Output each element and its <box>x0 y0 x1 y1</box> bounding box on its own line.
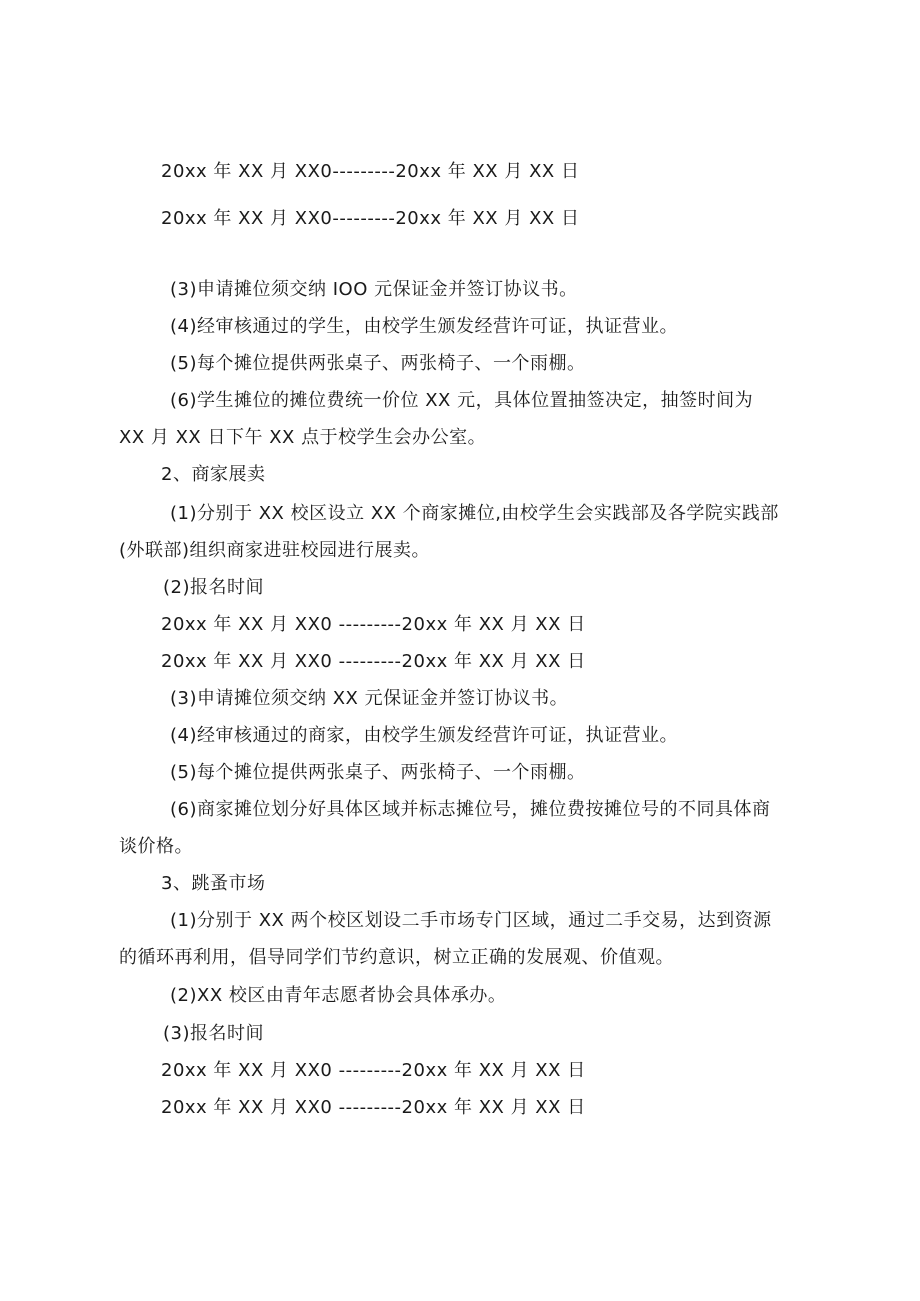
item-license-student: (4)经审核通过的学生，由校学生颁发经营许可证，执证营业。 <box>170 316 678 337</box>
item-equipment-merchant: (5)每个摊位提供两张桌子、两张椅子、一个雨棚。 <box>170 762 586 783</box>
date-range-line: 20xx 年 XX 月 XX0 ---------20xx 年 XX 月 XX 日 <box>161 651 586 672</box>
section-heading-merchant: 2、商家展卖 <box>161 464 266 485</box>
item-flea-zones-cont: 的循环再利用，倡导同学们节约意识，树立正确的发展观、价值观。 <box>119 947 674 968</box>
date-range-line: 20xx 年 XX 月 XX0 ---------20xx 年 XX 月 XX 日 <box>161 1097 586 1118</box>
item-fee-student-cont: XX 月 XX 日下午 XX 点于校学生会办公室。 <box>119 427 487 448</box>
item-flea-organizer: (2)XX 校区由青年志愿者协会具体承办。 <box>170 985 507 1006</box>
item-merchant-booths-cont: (外联部)组织商家进驻校园进行展卖。 <box>119 540 431 561</box>
item-zone-merchant: (6)商家摊位划分好具体区域并标志摊位号，摊位费按摊位号的不同具体商 <box>170 799 771 820</box>
date-range-line: 20xx 年 XX 月 XX0 ---------20xx 年 XX 月 XX 日 <box>161 614 586 635</box>
item-registration-time: (2)报名时间 <box>163 577 264 598</box>
item-deposit-student: (3)申请摊位须交纳 IOO 元保证金并签订协议书。 <box>170 279 578 300</box>
date-range-line: 20xx 年 XX 月 XX0---------20xx 年 XX 月 XX 日 <box>161 208 580 229</box>
item-license-merchant: (4)经审核通过的商家，由校学生颁发经营许可证，执证营业。 <box>170 725 678 746</box>
item-equipment-student: (5)每个摊位提供两张桌子、两张椅子、一个雨棚。 <box>170 353 586 374</box>
item-fee-student: (6)学生摊位的摊位费统一价位 XX 元，具体位置抽签决定，抽签时间为 <box>170 390 754 411</box>
item-merchant-booths: (1)分别于 XX 校区设立 XX 个商家摊位,由校学生会实践部及各学院实践部 <box>170 503 779 524</box>
item-deposit-merchant: (3)申请摊位须交纳 XX 元保证金并签订协议书。 <box>170 688 569 709</box>
item-zone-merchant-cont: 谈价格。 <box>119 836 193 857</box>
item-registration-time: (3)报名时间 <box>163 1023 264 1044</box>
section-heading-flea-market: 3、跳蚤市场 <box>161 873 266 894</box>
item-flea-zones: (1)分别于 XX 两个校区划设二手市场专门区域，通过二手交易，达到资源 <box>170 910 772 931</box>
date-range-line: 20xx 年 XX 月 XX0 ---------20xx 年 XX 月 XX 日 <box>161 1060 586 1081</box>
date-range-line: 20xx 年 XX 月 XX0---------20xx 年 XX 月 XX 日 <box>161 161 580 182</box>
